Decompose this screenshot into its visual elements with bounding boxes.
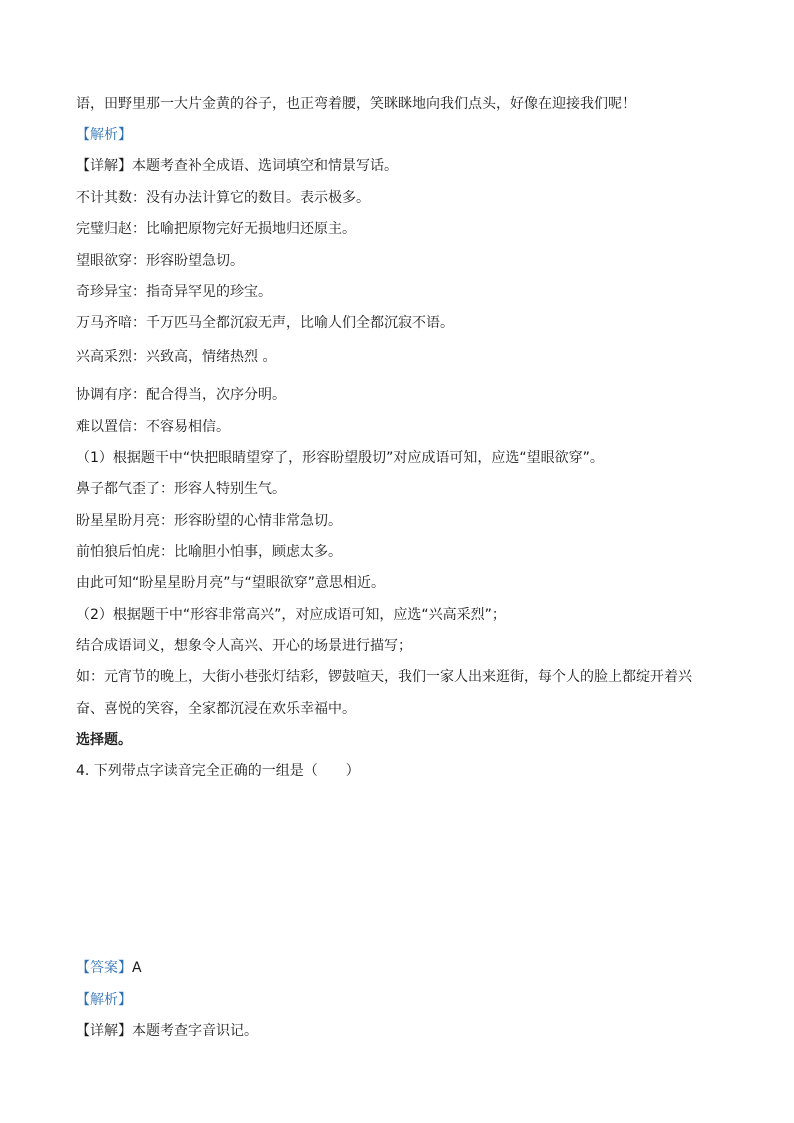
analysis-line: 奇珍异宝：指奇异罕见的珍宝。 — [76, 284, 272, 300]
analysis-line: 万马齐喑：千万匹马全都沉寂无声，比喻人们全都沉寂不语。 — [76, 315, 454, 331]
answer-line-4 — [76, 958, 726, 978]
analysis-line: 前怕狼后怕虎：比喻胆小怕事，顾虑太多。 — [76, 544, 342, 560]
analysis-tag: 【解析】 — [76, 127, 132, 143]
analysis-line: 难以置信：不容易相信。 — [76, 419, 230, 435]
analysis-line: 望眼欲穿：形容盼望急切。 — [76, 253, 244, 269]
analysis-line: 不计其数：没有办法计算它的数目。表示极多。 — [76, 190, 370, 206]
analysis-line: 协调有序：配合得当，次序分明。 — [76, 387, 286, 403]
analysis-line: 如：元宵节的晚上，大街小巷张灯结彩，锣鼓喧天，我们一家人出来逛街，每个人的脸上都绽开着兴 — [76, 669, 692, 685]
answer-12-continued: 语，田野里那一大片金黄的谷子，也正弯着腰，笑眯眯地向我们点头，好像在迎接我们呢！ — [76, 96, 636, 112]
analysis-line: 盼星星盼月亮：形容盼望的心情非常急切。 — [76, 513, 342, 529]
answer-tag: 【答案】 — [76, 960, 132, 976]
analysis-line: （2）根据题干中“形容非常高兴”，对应成语可知，应选“兴高采烈”； — [76, 607, 506, 623]
analysis-line: （1）根据题干中“快把眼睛望穿了，形容盼望殷切”对应成语可知，应选“望眼欲穿”。 — [76, 450, 604, 466]
analysis-tag-2: 【解析】 — [76, 992, 132, 1008]
analysis-line: 【详解】本题考查补全成语、选词填空和情景写话。 — [76, 158, 398, 174]
analysis-line: 兴高采烈：兴致高，情绪热烈 。 — [76, 349, 277, 365]
question-stem: 4. 下列带点字读音完全正确的一组是（ ） — [76, 763, 360, 779]
answer-value: A — [132, 960, 142, 976]
analysis-line: 由此可知“盼星星盼月亮”与“望眼欲穿”意思相近。 — [76, 575, 386, 591]
analysis-line: 结合成语词义，想象令人高兴、开心的场景进行描写； — [76, 638, 412, 654]
analysis-line: 鼻子都气歪了：形容人特别生气。 — [76, 481, 286, 497]
section-heading: 选择题。 — [76, 732, 132, 748]
analysis-detail-2: 【详解】本题考查字音识记。 — [76, 1023, 258, 1039]
analysis-line: 奋、喜悦的笑容，全家都沉浸在欢乐幸福中。 — [76, 701, 356, 717]
analysis-line: 完璧归赵：比喻把原物完好无损地归还原主。 — [76, 221, 356, 237]
